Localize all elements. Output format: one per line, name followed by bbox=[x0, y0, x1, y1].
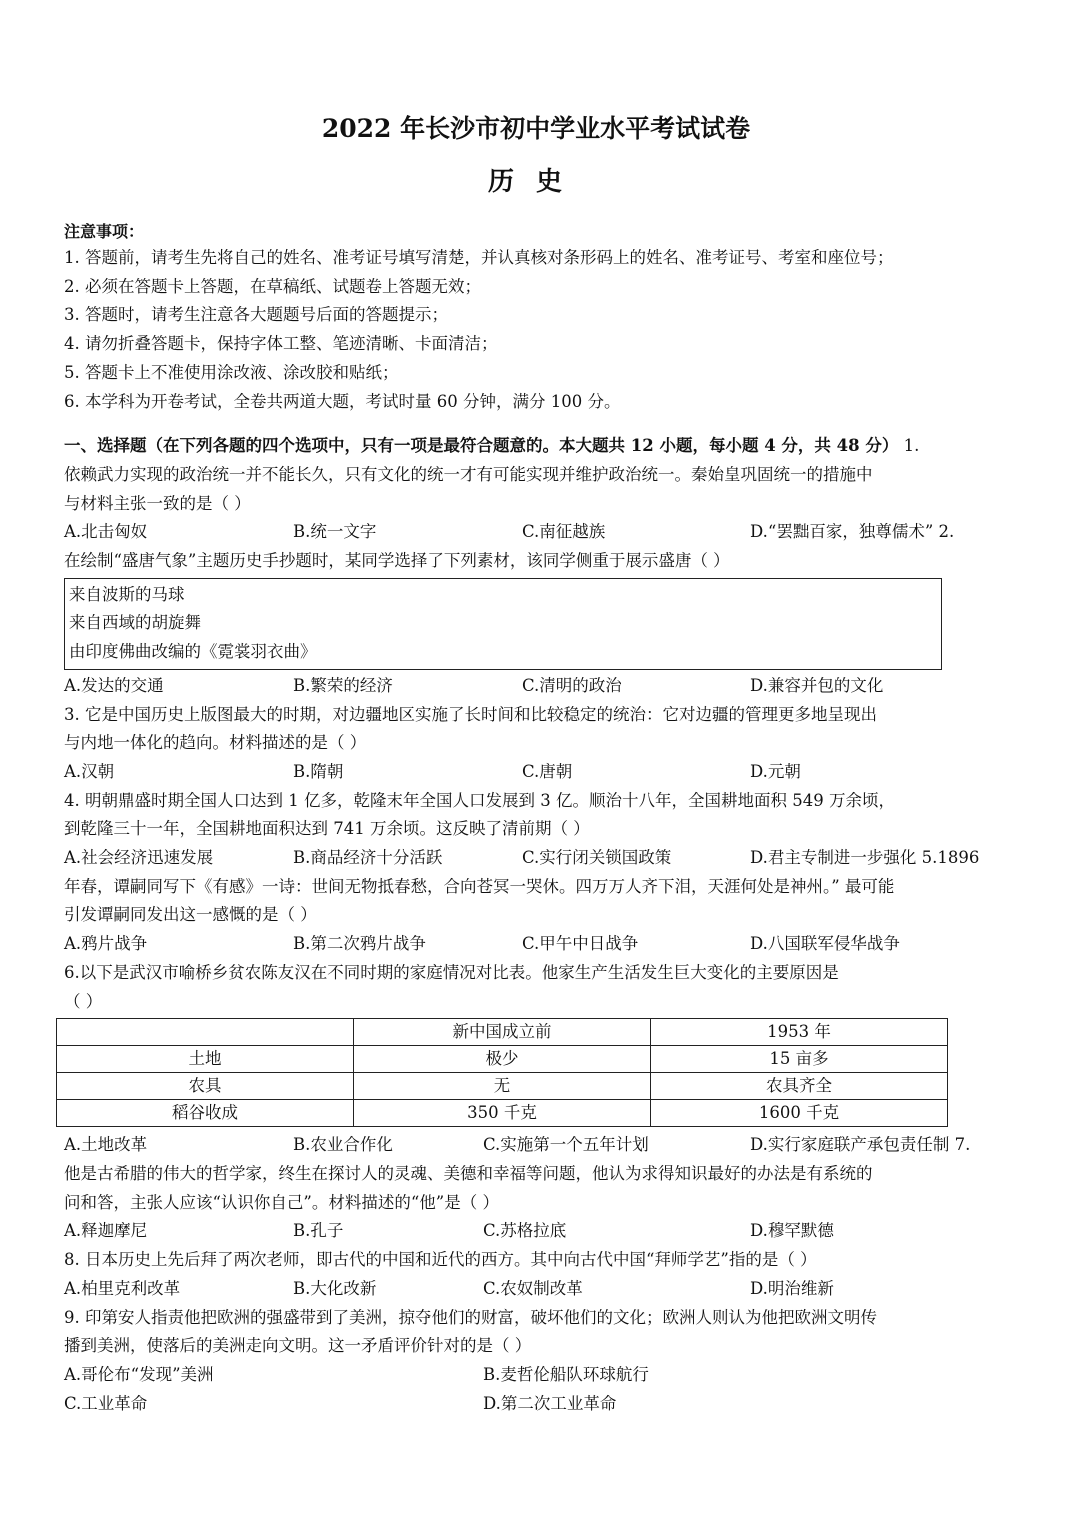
table-row bbox=[57, 1046, 948, 1073]
option-a[interactable]: A.社会经济迅速发展 bbox=[64, 848, 214, 868]
option-d[interactable]: D.实行家庭联产承包责任制 bbox=[750, 1135, 950, 1155]
option-a[interactable]: A.释迦摩尼 bbox=[64, 1221, 148, 1241]
option-b[interactable]: B.繁荣的经济 bbox=[293, 675, 393, 695]
question-3-text: 与内地一体化的趋向。材料描述的是（ ） bbox=[64, 733, 367, 753]
question-7-options bbox=[64, 1217, 1008, 1246]
option-a[interactable]: A.发达的交通 bbox=[64, 675, 164, 695]
material-line: 来自波斯的马球 bbox=[69, 584, 185, 604]
option-c[interactable]: C.南征越族 bbox=[522, 522, 606, 542]
table-cell: 1600 千克 bbox=[651, 1100, 948, 1127]
exam-page bbox=[64, 110, 1008, 1418]
question-3-options bbox=[64, 758, 1008, 787]
notice-item: 3. 答题时，请考生注意各大题题号后面的答题提示； bbox=[64, 305, 448, 325]
notice-item: 4. 请勿折叠答题卡，保持字体工整、笔迹清晰、卡面清洁； bbox=[64, 334, 498, 354]
question-6-options bbox=[64, 1131, 1008, 1160]
table-cell: 新中国成立前 bbox=[354, 1019, 651, 1046]
question-4-text: 4. 明朝鼎盛时期全国人口达到 1 亿多，乾隆末年全国人口发展到 3 亿。顺治十八年，全国耕地面积 549 万余顷， bbox=[64, 790, 895, 810]
question-4-options bbox=[64, 844, 1008, 873]
option-a[interactable]: A.柏里克利改革 bbox=[64, 1278, 181, 1298]
table-row bbox=[57, 1073, 948, 1100]
option-d-line bbox=[750, 1131, 970, 1160]
table-cell: 无 bbox=[354, 1073, 651, 1100]
option-d[interactable]: D.八国联军侵华战争 bbox=[750, 934, 900, 954]
section-heading: 一、选择题（在下列各题的四个选项中，只有一项是最符合题意的。本大题共 12 小题，每小题 4 分，共 48 分） bbox=[64, 436, 899, 456]
option-a[interactable]: A.土地改革 bbox=[64, 1135, 148, 1155]
question-1-options bbox=[64, 518, 1008, 547]
question-6-text: 6.以下是武汉市喻桥乡贫农陈友汉在不同时期的家庭情况对比表。他家生产生活发生巨大变化的主要原因是 bbox=[64, 962, 839, 982]
question-7-text: 他是古希腊的伟大的哲学家，终生在探讨人的灵魂、美德和幸福等问题，他认为求得知识最好的办法是有系统的 bbox=[64, 1163, 873, 1183]
notice-heading: 注意事项： bbox=[64, 222, 145, 241]
question-7-text: 问和答，主张人应该“认识你自己”。材料描述的“他”是（ ） bbox=[64, 1192, 499, 1212]
table-cell: 1953 年 bbox=[651, 1019, 948, 1046]
option-d-line bbox=[750, 518, 1008, 547]
section-heading-line bbox=[64, 432, 1008, 461]
table-row bbox=[57, 1100, 948, 1127]
exam-subject: 历史 bbox=[487, 167, 584, 197]
material-box bbox=[64, 578, 942, 670]
table-cell: 350 千克 bbox=[354, 1100, 651, 1127]
option-a[interactable]: A.哥伦布“发现”美洲 bbox=[64, 1364, 214, 1384]
option-d[interactable]: D.“罢黜百家，独尊儒术” bbox=[750, 522, 934, 542]
question-number: 5.1896 bbox=[916, 848, 980, 868]
question-2-options bbox=[64, 672, 1008, 701]
option-c[interactable]: C.工业革命 bbox=[64, 1393, 148, 1413]
table-cell: 极少 bbox=[354, 1046, 651, 1073]
option-d-line bbox=[750, 844, 1008, 873]
table-cell: 15 亩多 bbox=[651, 1046, 948, 1073]
material-line: 来自西域的胡旋舞 bbox=[69, 613, 201, 633]
question-4-text: 到乾隆三十一年，全国耕地面积达到 741 万余顷。这反映了清前期（ ） bbox=[64, 819, 590, 839]
notice-item: 5. 答题卡上不准使用涂改液、涂改胶和贴纸； bbox=[64, 362, 399, 382]
table-cell: 农具齐全 bbox=[651, 1073, 948, 1100]
option-c[interactable]: C.实行闭关锁国政策 bbox=[522, 848, 672, 868]
question-8-options bbox=[64, 1275, 1008, 1304]
option-b[interactable]: B.隋朝 bbox=[293, 761, 344, 781]
table-cell: 土地 bbox=[57, 1046, 354, 1073]
option-b[interactable]: B.第二次鸦片战争 bbox=[293, 934, 426, 954]
question-9-options-row2 bbox=[64, 1390, 1008, 1419]
option-b[interactable]: B.商品经济十分活跃 bbox=[293, 848, 443, 868]
question-9-text: 播到美洲，使落后的美洲走向文明。这一矛盾评价针对的是（ ） bbox=[64, 1336, 532, 1356]
option-d[interactable]: D.第二次工业革命 bbox=[483, 1393, 617, 1413]
option-a[interactable]: A.鸦片战争 bbox=[64, 934, 148, 954]
option-c[interactable]: C.实施第一个五年计划 bbox=[483, 1135, 649, 1155]
option-c[interactable]: C.甲午中日战争 bbox=[522, 934, 639, 954]
question-1-text: 与材料主张一致的是（ ） bbox=[64, 493, 251, 513]
question-6-text: （ ） bbox=[64, 991, 103, 1011]
question-5-options bbox=[64, 930, 1008, 959]
option-c[interactable]: C.清明的政治 bbox=[522, 675, 622, 695]
option-b[interactable]: B.统一文字 bbox=[293, 522, 377, 542]
notice-item: 6. 本学科为开卷考试，全卷共两道大题，考试时量 60 分钟，满分 100 分。 bbox=[64, 391, 621, 411]
option-b[interactable]: B.麦哲伦船队环球航行 bbox=[483, 1364, 649, 1384]
table-cell bbox=[57, 1019, 354, 1046]
option-a[interactable]: A.北击匈奴 bbox=[64, 522, 148, 542]
option-d[interactable]: D.元朝 bbox=[750, 761, 801, 781]
option-c[interactable]: C.农奴制改革 bbox=[483, 1278, 583, 1298]
question-9-text: 9. 印第安人指责他把欧洲的强盛带到了美洲，掠夺他们的财富，破坏他们的文化；欧洲人则认为他把欧洲文明传 bbox=[64, 1307, 877, 1327]
exam-title: 2022 年长沙市初中学业水平考试试卷 bbox=[321, 114, 751, 143]
table-header-row bbox=[57, 1019, 948, 1046]
option-d[interactable]: D.穆罕默德 bbox=[750, 1221, 834, 1241]
notice-item: 2. 必须在答题卡上答题，在草稿纸、试题卷上答题无效； bbox=[64, 276, 481, 296]
notice-item: 1. 答题前，请考生先将自己的姓名、准考证号填写清楚，并认真核对条形码上的姓名、准考证号、考室和座位号； bbox=[64, 248, 894, 267]
option-d[interactable]: D.明治维新 bbox=[750, 1278, 834, 1298]
option-a[interactable]: A.汉朝 bbox=[64, 761, 115, 781]
question-number: 2. bbox=[933, 522, 955, 542]
option-d[interactable]: D.兼容并包的文化 bbox=[750, 675, 884, 695]
option-d[interactable]: D.君主专制进一步强化 bbox=[750, 848, 917, 868]
option-c[interactable]: C.苏格拉底 bbox=[483, 1221, 567, 1241]
table-cell: 稻谷收成 bbox=[57, 1100, 354, 1127]
question-number: 7. bbox=[949, 1135, 971, 1155]
question-9-options-row1 bbox=[64, 1361, 1008, 1390]
table-cell: 农具 bbox=[57, 1073, 354, 1100]
question-2-text: 在绘制“盛唐气象”主题历史手抄题时，某同学选择了下列素材，该同学侧重于展示盛唐（ ） bbox=[64, 551, 730, 571]
material-line: 由印度佛曲改编的《霓裳羽衣曲》 bbox=[69, 642, 317, 662]
question-3-text: 3. 它是中国历史上版图最大的时期，对边疆地区实施了长时间和比较稳定的统治：它对边疆的管理更多地呈现出 bbox=[64, 704, 877, 724]
option-b[interactable]: B.大化改新 bbox=[293, 1278, 377, 1298]
comparison-table bbox=[56, 1018, 948, 1127]
option-c[interactable]: C.唐朝 bbox=[522, 761, 573, 781]
question-number: 1. bbox=[898, 436, 920, 456]
option-b[interactable]: B.农业合作化 bbox=[293, 1135, 393, 1155]
question-5-text: 年春，谭嗣同写下《有感》一诗：世间无物抵春愁，合向苍冥一哭休。四万万人齐下泪，天涯何处是神州。” 最可能 bbox=[64, 876, 895, 896]
question-8-text: 8. 日本历史上先后拜了两次老师，即古代的中国和近代的西方。其中向古代中国“拜师学艺”指的是（ ） bbox=[64, 1250, 817, 1270]
question-1-text: 依赖武力实现的政治统一并不能长久，只有文化的统一才有可能实现并维护政治统一。秦始皇巩固统一的措施中 bbox=[64, 464, 873, 484]
question-5-text: 引发谭嗣同发出这一感慨的是（ ） bbox=[64, 905, 317, 925]
option-b[interactable]: B.孔子 bbox=[293, 1221, 344, 1241]
